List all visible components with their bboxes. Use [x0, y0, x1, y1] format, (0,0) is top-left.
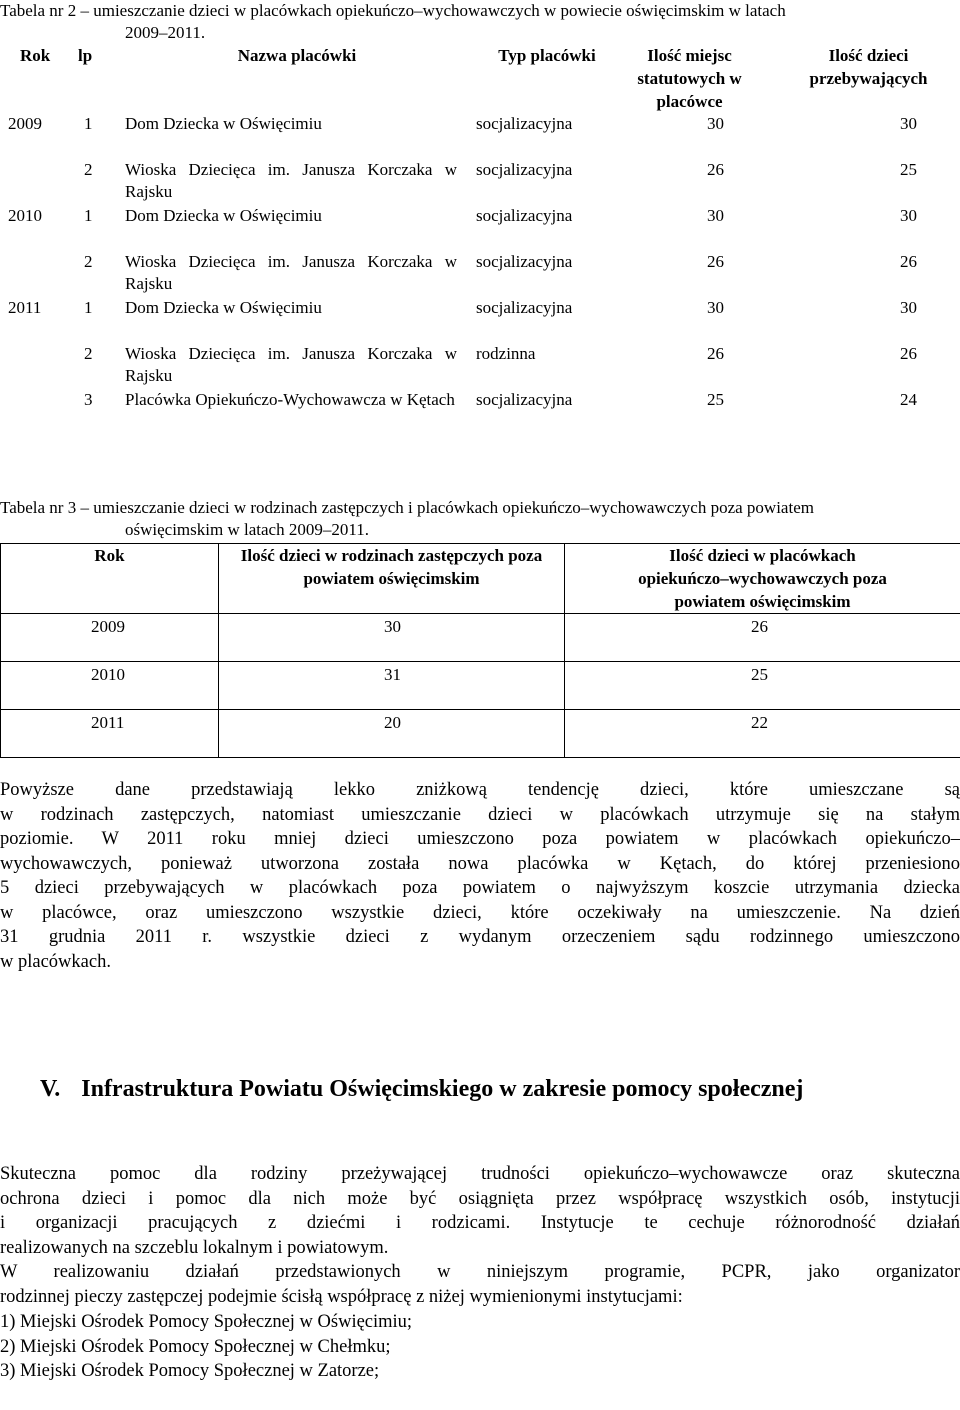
table3 [0, 543, 960, 758]
paragraph-line: Powyższe dane przedstawiają lekko zniżkową tendencję dzieci, które umieszczane są [0, 780, 960, 800]
table-row [1, 710, 960, 758]
table2-header-rok: Rok [20, 46, 51, 65]
paragraph-line: ochrona dzieci i pomoc dla nich może być osiągnięta przez współpracę wszystkich osób, instytucji [0, 1188, 960, 1209]
table2-cell-rok [0, 251, 72, 297]
paragraph-line: w placówce, oraz umieszczono wszystkie dzieci, które oczekiwały na umieszczenie. Na dzień [0, 902, 960, 923]
table2-cell-rok [0, 343, 72, 389]
table2-cell-dzieci: 30 [900, 206, 917, 225]
table2-cell-lp: 2 [84, 160, 93, 179]
table2-cell-typ: socjalizacyjna [476, 160, 573, 179]
table3-caption-line2: oświęcimskim w latach 2009–2011. [125, 520, 369, 539]
table2-cell-dzieci: 30 [900, 114, 917, 133]
table2-cell-miejsca: 30 [707, 298, 724, 317]
table2-cell-rok: 2009 [8, 114, 42, 133]
list-item: 3) Miejski Ośrodek Pomocy Społecznej w Zatorze; [0, 1361, 380, 1381]
table3-cell-placowki: 25 [565, 662, 960, 710]
paragraph-line: poziomie. W 2011 roku mniej dzieci umieszczono poza powiatem w placówkach opiekuńczo– [0, 829, 960, 849]
table2-cell-nazwa: Dom Dziecka w Oświęcimiu [125, 298, 322, 317]
table-row [0, 251, 960, 297]
paragraph-line: W realizowaniu działań przedstawionych w niniejszym programie, PCPR, jako organizator [0, 1262, 960, 1282]
table2-header-miejsca: Ilość miejsc statutowych w placówce [637, 46, 742, 111]
table2-cell-rok: 2011 [8, 298, 42, 317]
paragraph-line: wychowawczych, ponieważ utworzona została nowa placówka w Kętach, do której przeniesiono [0, 853, 960, 874]
table-row [0, 113, 960, 159]
paragraph-summary [0, 778, 960, 974]
table-row [0, 159, 960, 205]
table2-cell-miejsca: 30 [707, 114, 724, 133]
table2-cell-dzieci: 24 [900, 390, 917, 409]
table2-cell-nazwa: Dom Dziecka w Oświęcimiu [125, 114, 322, 133]
table2-cell-dzieci: 25 [900, 160, 917, 179]
list-item: 2) Miejski Ośrodek Pomocy Społecznej w Chełmku; [0, 1336, 391, 1357]
table2-cell-rok [0, 389, 72, 435]
table2-cell-rok: 2010 [8, 206, 42, 225]
table2-cell-nazwa: Dom Dziecka w Oświęcimiu [125, 206, 322, 225]
table3-caption-line1: Tabela nr 3 – umieszczanie dzieci w rodzinach zastępczych i placówkach opiekuńczo–wychowawczych poza powiatem [0, 498, 814, 517]
table2 [0, 44, 960, 435]
table-row [1, 614, 960, 662]
table2-cell-lp: 2 [84, 344, 93, 363]
table2-cell-miejsca: 30 [707, 206, 724, 225]
table2-cell-dzieci: 26 [900, 252, 917, 271]
table3-cell-placowki: 26 [565, 614, 960, 662]
paragraph-line: i organizacji pracujących z dziećmi i rodzicami. Instytucje te cechuje różnorodność działań [0, 1213, 960, 1233]
table3-header-row [1, 544, 960, 614]
table-row [0, 297, 960, 343]
table2-cell-lp: 3 [84, 390, 93, 409]
table2-header-nazwa: Nazwa placówki [237, 46, 357, 65]
table-row [1, 662, 960, 710]
table2-cell-nazwa: Placówka Opiekuńczo-Wychowawcza w Kętach [125, 390, 455, 409]
table2-cell-miejsca: 26 [707, 252, 724, 271]
table2-cell-dzieci: 30 [900, 298, 917, 317]
table2-cell-typ: socjalizacyjna [476, 252, 573, 271]
table2-cell-nazwa: Wioska Dziecięca im. Janusza Korczaka w Rajsku [125, 252, 457, 293]
table2-cell-miejsca: 26 [707, 160, 724, 179]
table3-cell-rok: 2010 [1, 662, 219, 710]
table2-cell-typ: socjalizacyjna [476, 206, 573, 225]
table3-caption [0, 497, 960, 541]
table3-header-rodziny: Ilość dzieci w rodzinach zastępczych poza powiatem oświęcimskim [219, 544, 565, 614]
paragraph-line: Skuteczna pomoc dla rodziny przeżywającej trudności opiekuńczo–wychowawcze oraz skuteczna [0, 1164, 960, 1184]
paragraph-line: rodzinnej pieczy zastępczej podejmie ścisłą współpracę z niżej wymienionymi instytucjami: [0, 1286, 683, 1307]
table2-cell-miejsca: 25 [707, 390, 724, 409]
table2-cell-lp: 1 [84, 206, 93, 225]
table2-cell-typ: socjalizacyjna [476, 114, 573, 133]
table2-cell-lp: 1 [84, 114, 93, 133]
table3-cell-rodziny: 30 [219, 614, 565, 662]
table2-caption [0, 0, 960, 44]
section-heading [40, 1076, 803, 1103]
table-row [0, 205, 960, 251]
paragraph-line: 31 grudnia 2011 r. wszystkie dzieci z wydanym orzeczeniem sądu rodzinnego umieszczono [0, 927, 960, 947]
table3-header-placowki: Ilość dzieci w placówkach opiekuńczo–wychowawczych poza powiatem oświęcimskim [565, 544, 960, 614]
section-number: V. [40, 1076, 61, 1102]
table-row [0, 389, 960, 435]
table2-header-lp: lp [78, 46, 93, 65]
table2-cell-lp: 2 [84, 252, 93, 271]
table2-cell-dzieci: 26 [900, 344, 917, 363]
table2-cell-rok [0, 159, 72, 205]
table3-cell-placowki: 22 [565, 710, 960, 758]
table2-cell-typ: rodzinna [476, 344, 536, 363]
paragraph-intro [0, 1162, 960, 1260]
table2-cell-lp: 1 [84, 298, 93, 317]
paragraph-cooperation [0, 1260, 960, 1309]
institution-list [0, 1310, 960, 1384]
table2-cell-miejsca: 26 [707, 344, 724, 363]
section-title: Infrastruktura Powiatu Oświęcimskiego w zakresie pomocy społecznej [81, 1076, 804, 1102]
table2-cell-typ: socjalizacyjna [476, 298, 573, 317]
table3-cell-rok: 2011 [1, 710, 219, 758]
table2-header-dzieci: Ilość dzieci przebywających [809, 46, 928, 88]
table3-header-rok: Rok [1, 544, 219, 614]
table2-cell-typ: socjalizacyjna [476, 390, 573, 409]
paragraph-line: realizowanych na szczeblu lokalnym i powiatowym. [0, 1237, 389, 1258]
table2-cell-nazwa: Wioska Dziecięca im. Janusza Korczaka w Rajsku [125, 344, 457, 385]
table2-caption-line1: Tabela nr 2 – umieszczanie dzieci w placówkach opiekuńczo–wychowawczych w powiecie oświęcimskim w latach [0, 1, 786, 20]
table3-cell-rok: 2009 [1, 614, 219, 662]
paragraph-line: w rodzinach zastępczych, natomiast umieszczanie dzieci w placówkach utrzymuje się na stałym [0, 804, 960, 825]
table3-cell-rodziny: 31 [219, 662, 565, 710]
table2-caption-line2: 2009–2011. [125, 23, 206, 42]
table3-cell-rodziny: 20 [219, 710, 565, 758]
paragraph-line: 5 dzieci przebywających w placówkach poza powiatem o najwyższym koszcie utrzymania dziecka [0, 878, 960, 898]
table2-header-typ: Typ placówki [498, 46, 596, 65]
table-row [0, 343, 960, 389]
list-item: 1) Miejski Ośrodek Pomocy Społecznej w Oświęcimiu; [0, 1312, 413, 1332]
table2-header-row [0, 44, 960, 113]
paragraph-line: w placówkach. [0, 951, 111, 972]
table2-cell-nazwa: Wioska Dziecięca im. Janusza Korczaka w Rajsku [125, 160, 457, 201]
